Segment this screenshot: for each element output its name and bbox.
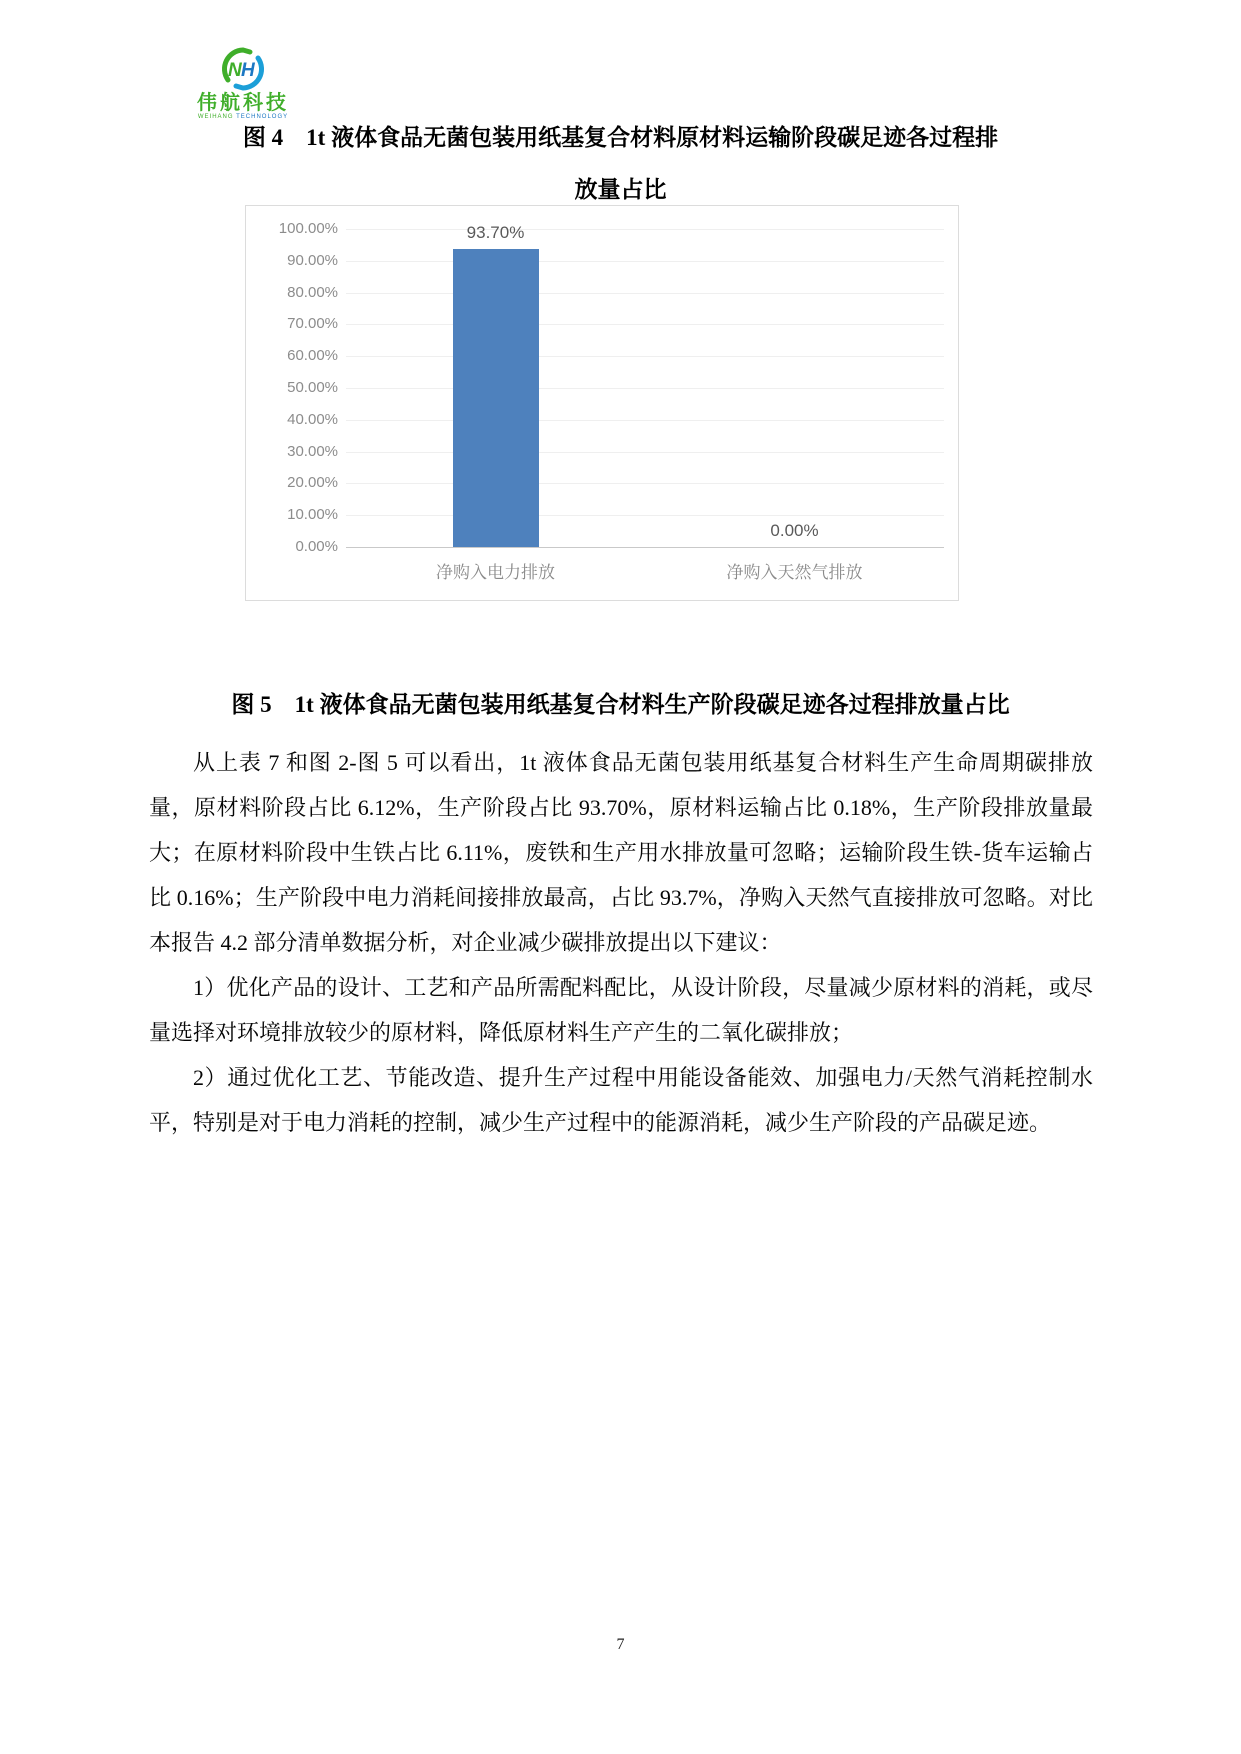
- y-axis-tick-label: 100.00%: [278, 220, 338, 237]
- paragraph-analysis: 从上表 7 和图 2-图 5 可以看出，1t 液体食品无菌包装用纸基复合材料生产生命周期碳排放量，原材料阶段占比 6.12%，生产阶段占比 93.70%，原材料运输占比 0.18%，生产阶段排放量最大；在原材料阶段中生铁占比 6.11%，废铁和生产用水排放量可忽略；运输阶段生铁-货车运输占比 0.16%；生产阶段中电力消耗间接排放最高，占比 93.7%，净购入天然气直接排放可忽略。对比本报告 4.2 部分清单数据分析，对企业减少碳排放提出以下建议：: [149, 750, 1093, 955]
- paragraph-suggestion-1: 1）优化产品的设计、工艺和产品所需配料配比，从设计阶段，尽量减少原材料的消耗，或尽量选择对环境排放较少的原材料，降低原材料生产产生的二氧化碳排放；: [149, 975, 1093, 1045]
- y-axis-tick-label: 60.00%: [287, 347, 338, 364]
- bar-value-label: 93.70%: [466, 223, 525, 242]
- y-axis-tick-label: 90.00%: [287, 252, 338, 269]
- figure4-caption: [120, 112, 1121, 216]
- svg-text:H: H: [241, 60, 255, 81]
- y-axis-tick-label: 20.00%: [287, 474, 338, 491]
- x-axis-category-label: 净购入电力排放: [436, 563, 555, 582]
- body-text: [149, 740, 1093, 1145]
- figure4-caption-line2: 放量占比: [574, 177, 667, 202]
- bar-value-label: 0.00%: [770, 521, 819, 540]
- x-axis-category-label: 净购入天然气排放: [726, 563, 863, 582]
- bar-slot: [645, 229, 944, 547]
- y-axis-tick-label: 70.00%: [287, 315, 338, 332]
- y-axis-tick-label: 40.00%: [287, 411, 338, 428]
- svg-text:N: N: [228, 60, 242, 81]
- y-axis-tick-label: 10.00%: [287, 506, 338, 523]
- y-axis-tick-label: 30.00%: [287, 443, 338, 460]
- figure5-caption: 图 5 1t 液体食品无菌包装用纸基复合材料生产阶段碳足迹各过程排放量占比: [231, 692, 1010, 717]
- y-axis-tick-label: 0.00%: [295, 538, 338, 555]
- page-number: 7: [616, 1636, 625, 1653]
- figure4-caption-line1: 图 4 1t 液体食品无菌包装用纸基复合材料原材料运输阶段碳足迹各过程排: [242, 125, 999, 150]
- company-name-en-part1: WEIHANG: [197, 114, 234, 120]
- paragraph-suggestion-2: 2）通过优化工艺、节能改造、提升生产过程中用能设备能效、加强电力/天然气消耗控制水平，特别是对于电力消耗的控制，减少生产过程中的能源消耗，减少生产阶段的产品碳足迹。: [149, 1065, 1093, 1135]
- bar: [453, 249, 539, 547]
- plot-area: [346, 223, 944, 548]
- bar-slot: [346, 223, 645, 547]
- company-name-cn: 伟航科技: [197, 92, 289, 114]
- figure4-bar-chart: [245, 205, 959, 601]
- company-logo: [183, 46, 303, 121]
- y-axis-tick-label: 50.00%: [287, 379, 338, 396]
- company-name-en-part2: TECHNOLOGY: [236, 114, 289, 120]
- company-logo-emblem-icon: [220, 46, 266, 92]
- y-axis-tick-label: 80.00%: [287, 284, 338, 301]
- x-axis-category-labels: [346, 558, 944, 583]
